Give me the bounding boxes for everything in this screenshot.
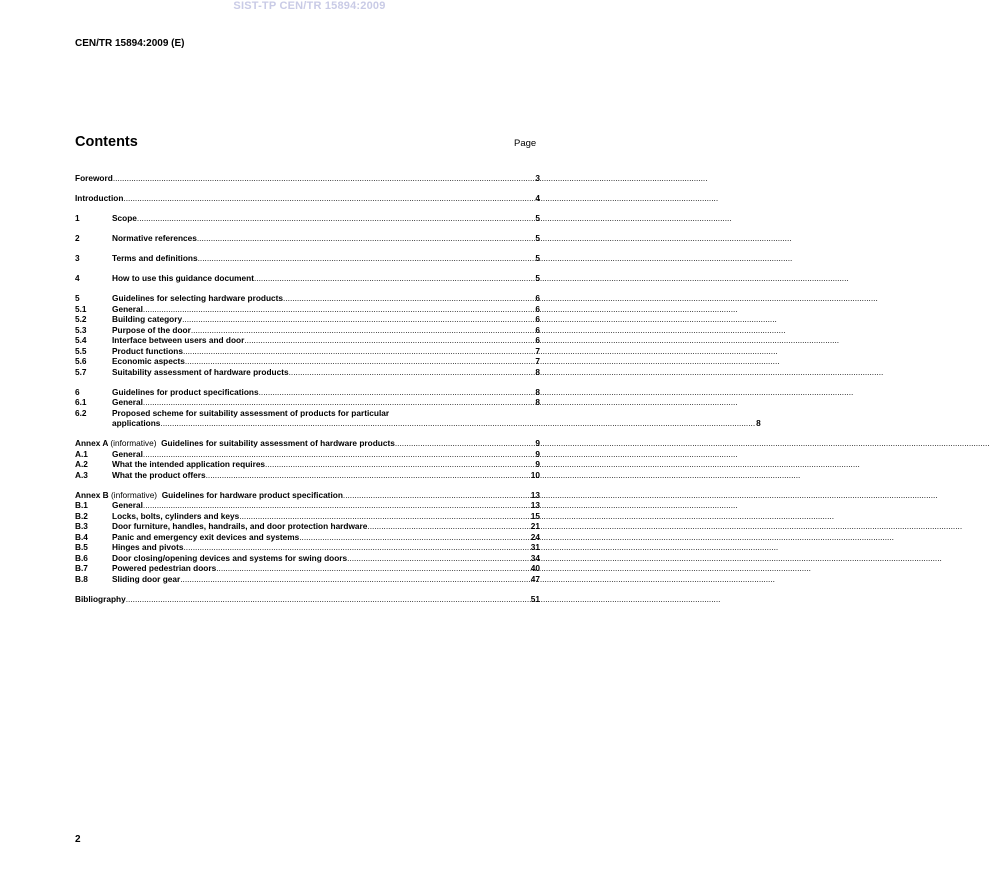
toc-entry[interactable] (75, 304, 540, 315)
toc-entry-number: 5.2 (75, 314, 87, 324)
toc-entry-page: 3 (535, 173, 540, 183)
dot-leader (113, 173, 535, 184)
toc-entry[interactable] (75, 397, 540, 408)
toc-entry-page: 8 (535, 366, 540, 377)
toc-entry-number: 6.2 (75, 407, 87, 418)
toc-entry-page: 21 (530, 521, 540, 531)
dot-leader (259, 387, 535, 398)
toc-entry[interactable] (75, 532, 540, 543)
toc-entry-title: Interface between users and door (112, 335, 245, 345)
toc-entry-page: 9 (535, 448, 540, 459)
toc-entry-number: B.4 (75, 531, 88, 542)
toc-entry-number: A.1 (75, 448, 88, 459)
toc-entry-page: 6 (535, 314, 540, 324)
toc-entry-title: Sliding door gear (112, 573, 181, 584)
toc-entry-number: 5.6 (75, 356, 87, 366)
dot-leader (206, 470, 530, 481)
dot-leader (143, 397, 534, 408)
toc-entry[interactable] (75, 293, 540, 304)
dot-leader (244, 335, 534, 346)
toc-entry-page: 40 (530, 563, 540, 573)
toc-entry-page: 7 (535, 356, 540, 366)
toc-entry[interactable] (75, 438, 540, 449)
footer-page-number: 2 (75, 834, 81, 845)
toc-entry[interactable] (75, 193, 540, 204)
toc-entry-title: General (112, 303, 143, 314)
toc-entry-title: Powered pedestrian doors (112, 563, 217, 573)
annex-label: Annex B (75, 489, 109, 500)
dot-leader (137, 213, 534, 224)
toc-entry-number: 5.3 (75, 324, 87, 335)
toc-entry[interactable] (75, 521, 540, 532)
dot-leader (283, 293, 534, 304)
toc-entry[interactable] (75, 563, 540, 574)
dot-leader (198, 253, 535, 264)
toc-entry-number: 3 (75, 253, 80, 263)
dot-leader (183, 542, 529, 553)
toc-entry-number: 6.1 (75, 397, 87, 407)
dot-leader (143, 449, 534, 460)
toc-entry-title: How to use this guidance document (112, 273, 254, 283)
toc-entry-number: 5.5 (75, 345, 87, 356)
toc-entry-title: Introduction (75, 193, 124, 203)
toc-entry-number: B.3 (75, 521, 88, 531)
toc-entry[interactable] (75, 314, 540, 325)
toc-entry[interactable] (75, 407, 761, 429)
toc-entry-number: B.6 (75, 552, 88, 563)
toc-entry-title: Panic and emergency exit devices and systems (112, 531, 300, 542)
toc-entry-title: General (112, 500, 143, 510)
toc-entry-page: 15 (530, 510, 540, 521)
toc-entry-title: Locks, bolts, cylinders and keys (112, 510, 240, 521)
toc-entry-title: Proposed scheme for suitability assessment of products for particular (112, 407, 390, 418)
dot-leader (343, 490, 530, 501)
toc-entry-title-continued: applications (112, 418, 161, 428)
toc-entry-page: 6 (535, 335, 540, 345)
dot-leader (160, 418, 755, 429)
watermark: SIST-TP CEN/TR 15894:2009 (233, 0, 386, 12)
toc-entry-title: Building category (112, 314, 183, 324)
toc-entry[interactable] (75, 356, 540, 367)
toc-entry[interactable] (75, 325, 540, 336)
toc-entry[interactable] (75, 594, 540, 605)
toc-entry-title: Guidelines for product specifications (112, 386, 259, 397)
dot-leader (191, 325, 535, 336)
dot-leader (123, 193, 534, 204)
toc-entry-number: 5.1 (75, 303, 87, 314)
toc-entry-page: 6 (535, 303, 540, 314)
toc-entry-title: What the intended application requires (112, 459, 266, 469)
dot-leader (216, 563, 530, 574)
dot-leader (183, 346, 534, 357)
toc-entry-title: Economic aspects (112, 356, 185, 366)
toc-entry-title: Guidelines for selecting hardware products (112, 293, 284, 303)
toc-entry-page: 5 (535, 253, 540, 263)
toc-entry-page: 24 (530, 531, 540, 542)
toc-entry-title: Bibliography (75, 593, 126, 604)
toc-entry-page: 5 (535, 273, 540, 283)
toc-entry[interactable] (75, 449, 540, 460)
toc-entry-page: 4 (535, 193, 540, 203)
toc-entry-number: 2 (75, 233, 80, 243)
toc-entry-number: B.7 (75, 563, 88, 573)
toc-entry-title: Purpose of the door (112, 324, 191, 335)
toc-entry-title: General (112, 448, 143, 459)
dot-leader (239, 511, 529, 522)
toc-entry-number: B.1 (75, 500, 88, 510)
toc-entry[interactable] (75, 173, 540, 184)
toc-entry-number: 4 (75, 273, 80, 283)
toc-entry[interactable] (75, 459, 540, 470)
dot-leader (367, 521, 529, 532)
toc-entry-page: 8 (756, 418, 761, 428)
toc-entry-page: 6 (535, 293, 540, 303)
toc-entry-title: Door closing/opening devices and systems for swing doors (112, 552, 348, 563)
toc-entry[interactable] (75, 273, 540, 284)
toc-entry-number: B.2 (75, 510, 88, 521)
toc-entry-page: 8 (535, 397, 540, 407)
toc-entry[interactable] (75, 335, 540, 346)
dot-leader (395, 438, 535, 449)
dot-leader (197, 233, 535, 244)
toc-entry[interactable] (75, 253, 540, 264)
toc-entry-title: Scope (112, 213, 137, 223)
toc-entry-page: 31 (530, 542, 540, 552)
toc-entry-number: 6 (75, 386, 80, 397)
document-id-header: CEN/TR 15894:2009 (E) (75, 38, 185, 49)
toc-entry-number: B.5 (75, 542, 88, 552)
toc-entry-number: 5.7 (75, 366, 87, 377)
toc-entry-title: Guidelines for hardware product specification (161, 489, 343, 500)
toc-entry[interactable] (75, 490, 540, 501)
toc-entry[interactable] (75, 511, 540, 522)
dot-leader (265, 459, 534, 470)
dot-leader (185, 356, 535, 367)
toc-entry-page: 5 (535, 213, 540, 223)
dot-leader (143, 500, 530, 511)
toc-entry-title: Foreword (75, 173, 113, 183)
toc-entry-number: 5 (75, 293, 80, 303)
dot-leader (254, 273, 534, 284)
toc-entry-number: B.8 (75, 573, 88, 584)
toc-entry[interactable] (75, 233, 540, 244)
toc-entry[interactable] (75, 387, 540, 398)
table-of-contents (75, 173, 761, 604)
toc-entry[interactable] (75, 574, 540, 585)
dot-leader (299, 532, 530, 543)
toc-entry-page: 13 (530, 500, 540, 510)
toc-entry[interactable] (75, 500, 540, 511)
toc-entry-title: Guidelines for suitability assessment of hardware products (161, 438, 395, 448)
toc-entry-page: 51 (530, 593, 540, 604)
toc-entry-page: 13 (530, 489, 540, 500)
toc-entry-title: Suitability assessment of hardware products (112, 366, 289, 377)
toc-entry-title: What the product offers (112, 469, 206, 480)
toc-entry-page: 34 (530, 552, 540, 563)
toc-entry-title: General (112, 397, 143, 407)
annex-label: Annex A (75, 438, 109, 448)
toc-entry[interactable] (75, 213, 540, 224)
dot-leader (180, 574, 530, 585)
toc-entry[interactable] (75, 470, 540, 481)
toc-entry-page: 9 (535, 438, 540, 448)
toc-entry[interactable] (75, 346, 540, 357)
toc-entry-title: Hinges and pivots (112, 542, 184, 552)
annex-note: (informative) (110, 489, 158, 500)
dot-leader (143, 304, 534, 315)
toc-entry-title: Product functions (112, 345, 183, 356)
toc-entry-number: A.3 (75, 469, 88, 480)
toc-entry-page: 5 (535, 233, 540, 243)
toc-entry-number: 5.4 (75, 335, 87, 345)
dot-leader (347, 553, 530, 564)
toc-entry[interactable] (75, 553, 540, 564)
toc-entry-page: 10 (530, 469, 540, 480)
dot-leader (289, 367, 535, 378)
toc-entry[interactable] (75, 367, 540, 378)
page-column-label: Page (514, 138, 537, 149)
toc-entry-number: A.2 (75, 459, 88, 469)
toc-entry-page: 7 (535, 345, 540, 356)
toc-entry-page: 6 (535, 324, 540, 335)
contents-title: Contents (75, 134, 138, 150)
toc-entry-number: 1 (75, 213, 80, 223)
dot-leader (126, 594, 530, 605)
toc-entry-page: 47 (530, 573, 540, 584)
toc-entry-title: Terms and definitions (112, 253, 198, 263)
dot-leader (182, 314, 534, 325)
toc-entry-title: Normative references (112, 233, 197, 243)
toc-entry-page: 9 (535, 459, 540, 469)
toc-entry-page: 8 (535, 386, 540, 397)
toc-entry[interactable] (75, 542, 540, 553)
annex-note: (informative) (110, 438, 157, 448)
toc-entry-title: Door furniture, handles, handrails, and door protection hardware (112, 521, 368, 531)
